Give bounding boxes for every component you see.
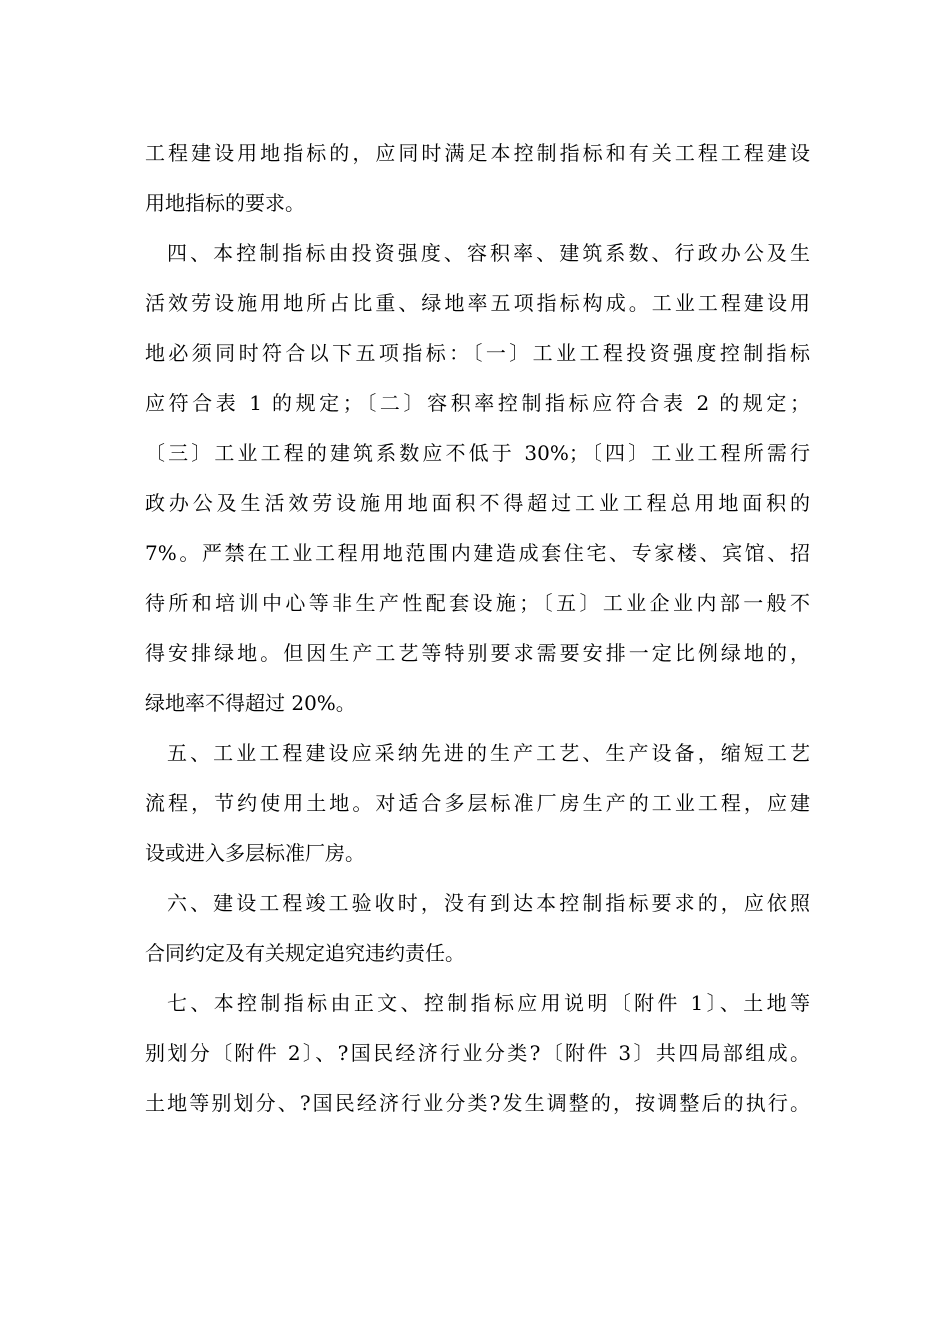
text-line: 合同约定及有关规定追究违约责任。 [145, 941, 465, 965]
text-line: 四、本控制指标由投资强度、容积率、建筑系数、行政办公及生 [167, 241, 810, 265]
text-line: 绿地率不得超过 20%。 [145, 691, 356, 715]
text-line: 土地等别划分、?国民经济行业分类?发生调整的，按调整后的执行。 [145, 1091, 810, 1115]
text-line: 活效劳设施用地所占比重、绿地率五项指标构成。工业工程建设用 [145, 291, 810, 315]
text-line: 用地指标的要求。 [145, 191, 305, 215]
paragraph-item-6 [145, 878, 810, 978]
text-line: 七、本控制指标由正文、控制指标应用说明〔附件 1〕、土地等 [167, 991, 810, 1015]
paragraph-item-7 [145, 978, 810, 1128]
text-line: 六、建设工程竣工验收时，没有到达本控制指标要求的，应依照 [167, 891, 810, 915]
text-line: 〔三〕工业工程的建筑系数应不低于 30%；〔四〕工业工程所需行 [145, 441, 810, 465]
text-line: 地必须同时符合以下五项指标：〔一〕工业工程投资强度控制指标 [145, 341, 810, 365]
text-line: 得安排绿地。但因生产工艺等特别要求需要安排一定比例绿地的， [145, 641, 810, 665]
text-line: 别划分〔附件 2〕、?国民经济行业分类?〔附件 3〕共四局部组成。 [145, 1041, 810, 1065]
text-line: 7%。严禁在工业工程用地范围内建造成套住宅、专家楼、宾馆、招 [145, 541, 810, 565]
text-line: 五、工业工程建设应采纳先进的生产工艺、生产设备，缩短工艺 [167, 741, 810, 765]
document-body [145, 128, 810, 1128]
text-line: 政办公及生活效劳设施用地面积不得超过工业工程总用地面积的 [145, 491, 810, 515]
text-line: 设或进入多层标准厂房。 [145, 841, 365, 865]
paragraph-item-5 [145, 728, 810, 878]
paragraph-item-4 [145, 228, 810, 728]
text-line: 应符合表 1 的规定；〔二〕容积率控制指标应符合表 2 的规定； [145, 391, 810, 415]
text-line: 工程建设用地指标的，应同时满足本控制指标和有关工程工程建设 [145, 141, 810, 165]
paragraph-continuation [145, 128, 810, 228]
text-line: 流程，节约使用土地。对适合多层标准厂房生产的工业工程，应建 [145, 791, 810, 815]
text-line: 待所和培训中心等非生产性配套设施；〔五〕工业企业内部一般不 [145, 591, 810, 615]
